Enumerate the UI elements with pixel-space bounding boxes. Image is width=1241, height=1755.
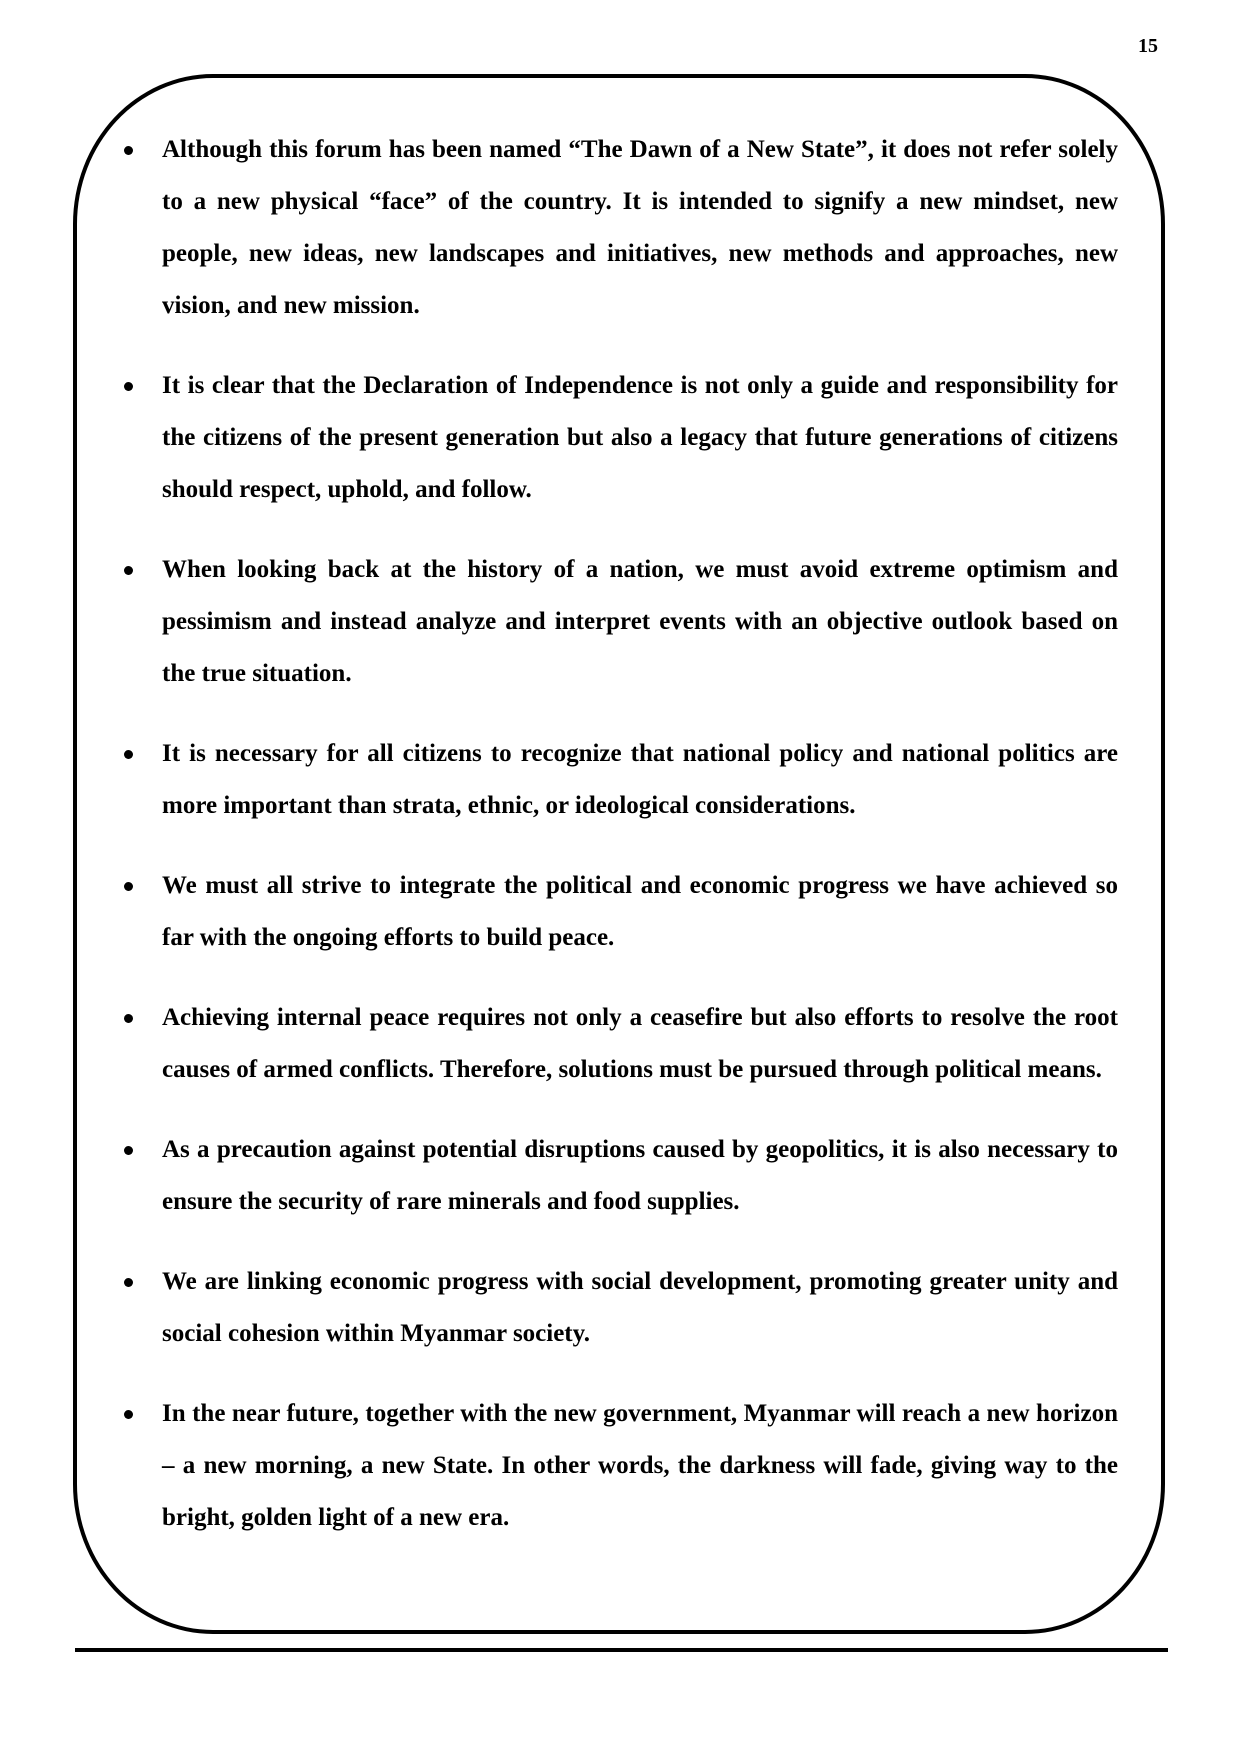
bullet-icon (124, 566, 133, 575)
bullet-icon (124, 1146, 133, 1155)
bullet-icon (124, 1014, 133, 1023)
bullet-list (118, 124, 1118, 1544)
bullet-item (118, 860, 1118, 964)
bullet-icon (124, 382, 133, 391)
bullet-item (118, 992, 1118, 1096)
bullet-item (118, 1124, 1118, 1228)
bullet-text: In the near future, together with the new government, Myanmar will reach a new horizon – a new morning, a new State. In other words, the darkness will fade, giving way to the bright, golden light of a new era. (162, 1400, 1118, 1531)
bullet-text: Although this forum has been named “The Dawn of a New State”, it does not refer solely to a new physical “face” of the country. It is intended to signify a new mindset, new people, new ideas, new landscapes and initiatives, new methods and approaches, new vision, and new mission. (162, 136, 1118, 319)
bullet-item (118, 124, 1118, 332)
bullet-text: As a precaution against potential disruptions caused by geopolitics, it is also necessary to ensure the security of rare minerals and food supplies. (162, 1136, 1118, 1215)
bullet-icon (124, 146, 133, 155)
bullet-text: We are linking economic progress with social development, promoting greater unity and social cohesion within Myanmar society. (162, 1268, 1118, 1347)
bullet-item (118, 1256, 1118, 1360)
bullet-icon (124, 1410, 133, 1419)
bullet-item (118, 1388, 1118, 1544)
bullet-item (118, 728, 1118, 832)
bullet-item (118, 544, 1118, 700)
bullet-text: It is clear that the Declaration of Independence is not only a guide and responsibility for the citizens of the present generation but also a legacy that future generations of citizens should respect, uphold, and follow. (162, 372, 1118, 503)
footer-divider (75, 1648, 1168, 1652)
bullet-text: Achieving internal peace requires not only a ceasefire but also efforts to resolve the root causes of armed conflicts. Therefore, solutions must be pursued through political means. (162, 1004, 1118, 1083)
bullet-text: We must all strive to integrate the political and economic progress we have achieved so far with the ongoing efforts to build peace. (162, 872, 1118, 951)
bullet-text: When looking back at the history of a nation, we must avoid extreme optimism and pessimism and instead analyze and interpret events with an objective outlook based on the true situation. (162, 556, 1118, 687)
bullet-text: It is necessary for all citizens to recognize that national policy and national politics are more important than strata, ethnic, or ideological considerations. (162, 740, 1118, 819)
bullet-item (118, 360, 1118, 516)
page-number: 15 (1138, 35, 1158, 57)
bullet-icon (124, 750, 133, 759)
bullet-icon (124, 1278, 133, 1287)
bullet-icon (124, 882, 133, 891)
